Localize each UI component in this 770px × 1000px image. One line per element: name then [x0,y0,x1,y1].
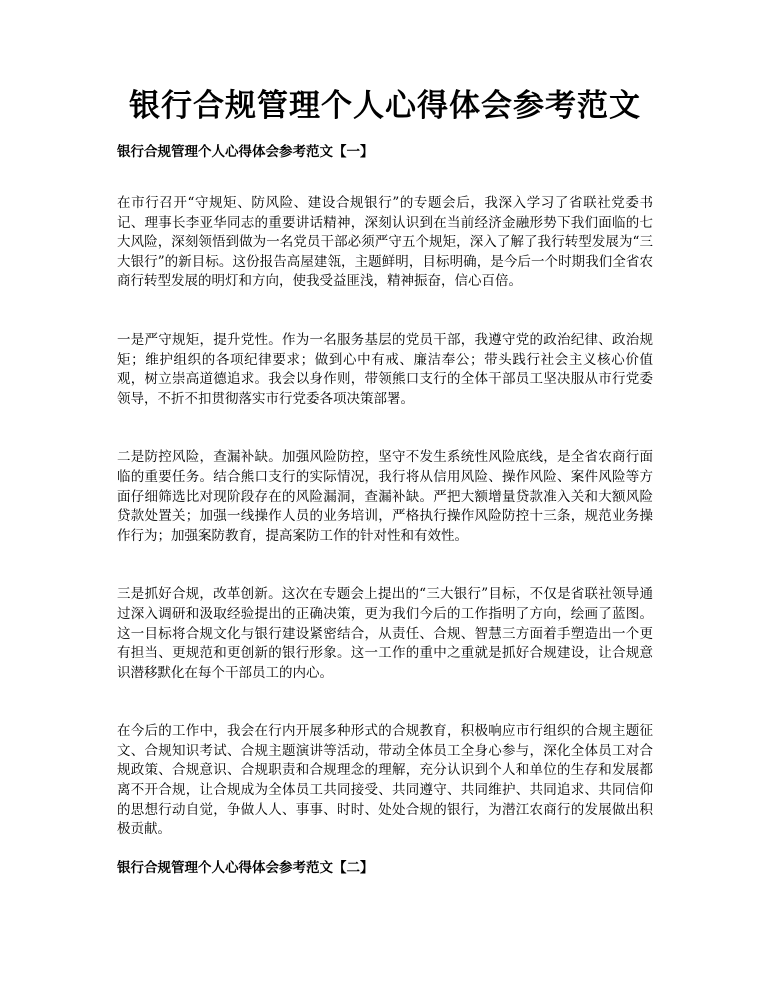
paragraph-3: 二是防控风险，查漏补缺。加强风险防控，坚守不发生系统性风险底线，是全省农商行面临的重要任务。结合熊口支行的实际情况，我行将从信用风险、操作风险、案件风险等方面仔细筛选比对现阶段存在的风险漏洞，查漏补缺。严把大额增量贷款准入关和大额风险贷款处置关；加强一线操作人员的业务培训，严格执行操作风险防控十三条，规范业务操作行为；加强案防教育，提高案防工作的针对性和有效性。 [117,449,653,544]
document-title: 银行合规管理个人心得体会参考范文 [129,88,641,124]
section-heading-2: 银行合规管理个人心得体会参考范文【二】 [117,859,374,876]
paragraph-4: 三是抓好合规，改革创新。这次在专题会上提出的“三大银行”目标，不仅是省联社领导通过深入调研和汲取经验提出的正确决策，更为我们今后的工作指明了方向，绘画了蓝图。这一目标将合规文化与银行建设紧密结合，从责任、合规、智慧三方面着手塑造出一个更有担当、更规范和更创新的银行形象。这一工作的重中之重就是抓好合规建设，让合规意识潜移默化在每个干部员工的内心。 [117,586,653,681]
paragraph-5: 在今后的工作中，我会在行内开展多种形式的合规教育，积极响应市行组织的合规主题征文、合规知识考试、合规主题演讲等活动，带动全体员工全身心参与，深化全体员工对合规政策、合规意识、合规职责和合规理念的理解，充分认识到个人和单位的生存和发展都离不开合规，让合规成为全体员工共同接受、共同遵守、共同维护、共同追求、共同信仰的思想行动自觉，争做人人、事事、时时、处处合规的银行，为潜江农商行的发展做出积极贡献。 [117,723,653,838]
paragraph-1: 在市行召开“守规矩、防风险、建设合规银行”的专题会后，我深入学习了省联社党委书记、理事长李亚华同志的重要讲话精神，深刻认识到在当前经济金融形势下我们面临的七大风险，深刻领悟到做为一名党员干部必须严守五个规矩，深入了解了我行转型发展为“三大银行”的新目标。这份报告高屋建瓴，主题鲜明，目标明确，是今后一个时期我们全省农商行转型发展的明灯和方向，使我受益匪浅，精神振奋，信心百倍。 [117,195,653,290]
document-page [117,0,653,878]
paragraph-2: 一是严守规矩，提升党性。作为一名服务基层的党员干部，我遵守党的政治纪律、政治规矩；维护组织的各项纪律要求；做到心中有戒、廉洁奉公；带头践行社会主义核心价值观，树立崇高道德追求。我会以身作则，带领熊口支行的全体干部员工坚决服从市行党委领导，不折不扣贯彻落实市行党委各项决策部署。 [117,331,653,407]
section-heading-1: 银行合规管理个人心得体会参考范文【一】 [117,144,374,160]
